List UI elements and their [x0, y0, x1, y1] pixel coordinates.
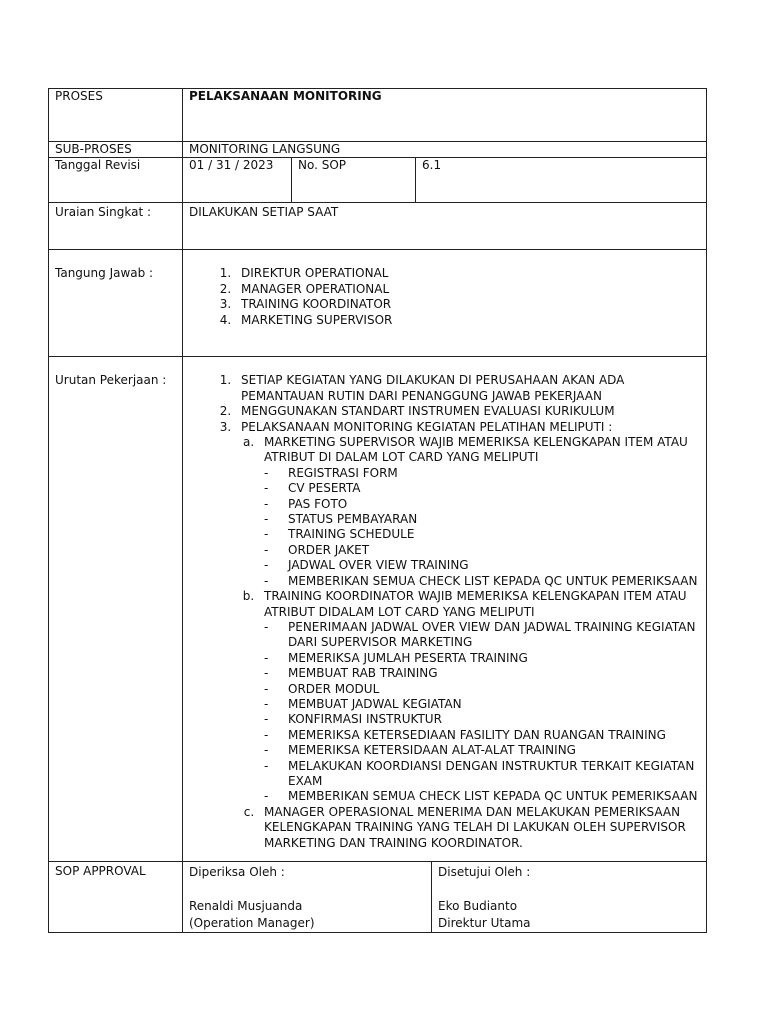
list-item: [235, 420, 700, 851]
list-item: 2. MENGGUNAKAN STANDART INSTRUMEN EVALUASI KURIKULUM: [235, 404, 700, 419]
list-item: - MEMERIKSA KETERSEDIAAN FASILITY DAN RUANGAN TRAINING: [282, 728, 700, 743]
approved-by-label: Disetujui Oleh :: [438, 865, 531, 879]
checked-by-label: Diperiksa Oleh :: [189, 865, 285, 879]
approval-approved-cell: [432, 862, 707, 933]
row-proses: [49, 89, 707, 142]
list-item: - CV PESERTA: [282, 481, 700, 496]
urutan-cell: [183, 357, 707, 862]
proses-label: PROSES: [49, 89, 183, 142]
proses-value: PELAKSANAAN MONITORING: [183, 89, 707, 142]
list-item: 3. TRAINING KOORDINATOR: [235, 297, 700, 312]
revisi-label: Tanggal Revisi: [49, 158, 183, 203]
list-item: 4. MARKETING SUPERVISOR: [235, 313, 700, 328]
tanggung-jawab-label: Tangung Jawab :: [49, 250, 183, 357]
tanggung-jawab-cell: [183, 250, 707, 357]
sop-table: [48, 88, 707, 933]
list-item: - MEMBERIKAN SEMUA CHECK LIST KEPADA QC UNTUK PEMERIKSAAN: [282, 574, 700, 589]
checked-by-name: Renaldi Musjuanda: [189, 899, 303, 913]
sop-number-label: No. SOP: [292, 158, 416, 203]
list-item: - ORDER MODUL: [282, 682, 700, 697]
sub-proses-label: SUB-PROSES: [49, 142, 183, 158]
list-item: - JADWAL OVER VIEW TRAINING: [282, 558, 700, 573]
list-item: - MEMBUAT RAB TRAINING: [282, 666, 700, 681]
list-item: 1. SETIAP KEGIATAN YANG DILAKUKAN DI PERUSAHAAN AKAN ADA PEMANTAUAN RUTIN DARI PENANGGUNG JAWAB PEKERJAAN: [235, 373, 700, 404]
list-item: - MEMERIKSA KETERSIDAAN ALAT-ALAT TRAINING: [282, 743, 700, 758]
checked-by-title: (Operation Manager): [189, 916, 315, 930]
approval-label: SOP APPROVAL: [49, 862, 183, 933]
list-item: c. MANAGER OPERASIONAL MENERIMA DAN MELAKUKAN PEMERIKSAAN KELENGKAPAN TRAINING YANG TELAH DI LAKUKAN OLEH SUPERVISOR MARKETING DAN TRAINING KOORDINATOR.: [258, 805, 700, 851]
list-item: 1. DIREKTUR OPERATIONAL: [235, 266, 700, 281]
list-item: [258, 589, 700, 805]
list-item: [258, 435, 700, 589]
sub-b-items: [264, 620, 700, 805]
row-urutan: [49, 357, 707, 862]
sub-a-text: MARKETING SUPERVISOR WAJIB MEMERIKSA KELENGKAPAN ITEM ATAU ATRIBUT DI DALAM LOT CARD YANG MELIPUTI: [264, 435, 688, 465]
row-tanggung-jawab: [49, 250, 707, 357]
list-item: - ORDER JAKET: [282, 543, 700, 558]
revisi-date: 01 / 31 / 2023: [183, 158, 292, 203]
urutan-label: Urutan Pekerjaan :: [49, 357, 183, 862]
list-item: - PENERIMAAN JADWAL OVER VIEW DAN JADWAL TRAINING KEGIATAN DARI SUPERVISOR MARKETING: [282, 620, 700, 651]
step3-text: PELAKSANAAN MONITORING KEGIATAN PELATIHAN MELIPUTI :: [241, 419, 613, 434]
step3-sublist: [241, 435, 700, 851]
list-item: - KONFIRMASI INSTRUKTUR: [282, 712, 700, 727]
urutan-list: [189, 373, 700, 851]
list-item: 2. MANAGER OPERATIONAL: [235, 282, 700, 297]
sub-a-items: [264, 466, 700, 589]
sub-proses-value: MONITORING LANGSUNG: [183, 142, 707, 158]
row-uraian: [49, 203, 707, 250]
tanggung-jawab-list: [189, 266, 700, 328]
sub-b-text: TRAINING KOORDINATOR WAJIB MEMERIKSA KELENGKAPAN ITEM ATAU ATRIBUT DIDALAM LOT CARD YANG MELIPUTI: [264, 589, 687, 619]
row-revisi: [49, 158, 707, 203]
sop-number-value: 6.1: [416, 158, 707, 203]
list-item: - MELAKUKAN KOORDIANSI DENGAN INSTRUKTUR TERKAIT KEGIATAN EXAM: [282, 759, 700, 790]
approval-checked-cell: [183, 862, 432, 933]
uraian-value: DILAKUKAN SETIAP SAAT: [183, 203, 707, 250]
list-item: - TRAINING SCHEDULE: [282, 527, 700, 542]
row-sub-proses: [49, 142, 707, 158]
list-item: - MEMERIKSA JUMLAH PESERTA TRAINING: [282, 651, 700, 666]
approved-by-title: Direktur Utama: [438, 916, 531, 930]
list-item: - MEMBUAT JADWAL KEGIATAN: [282, 697, 700, 712]
list-item: - REGISTRASI FORM: [282, 466, 700, 481]
list-item: - MEMBERIKAN SEMUA CHECK LIST KEPADA QC UNTUK PEMERIKSAAN: [282, 789, 700, 804]
list-item: - PAS FOTO: [282, 497, 700, 512]
row-approval: [49, 862, 707, 933]
approved-by-name: Eko Budianto: [438, 899, 518, 913]
uraian-label: Uraian Singkat :: [49, 203, 183, 250]
list-item: - STATUS PEMBAYARAN: [282, 512, 700, 527]
